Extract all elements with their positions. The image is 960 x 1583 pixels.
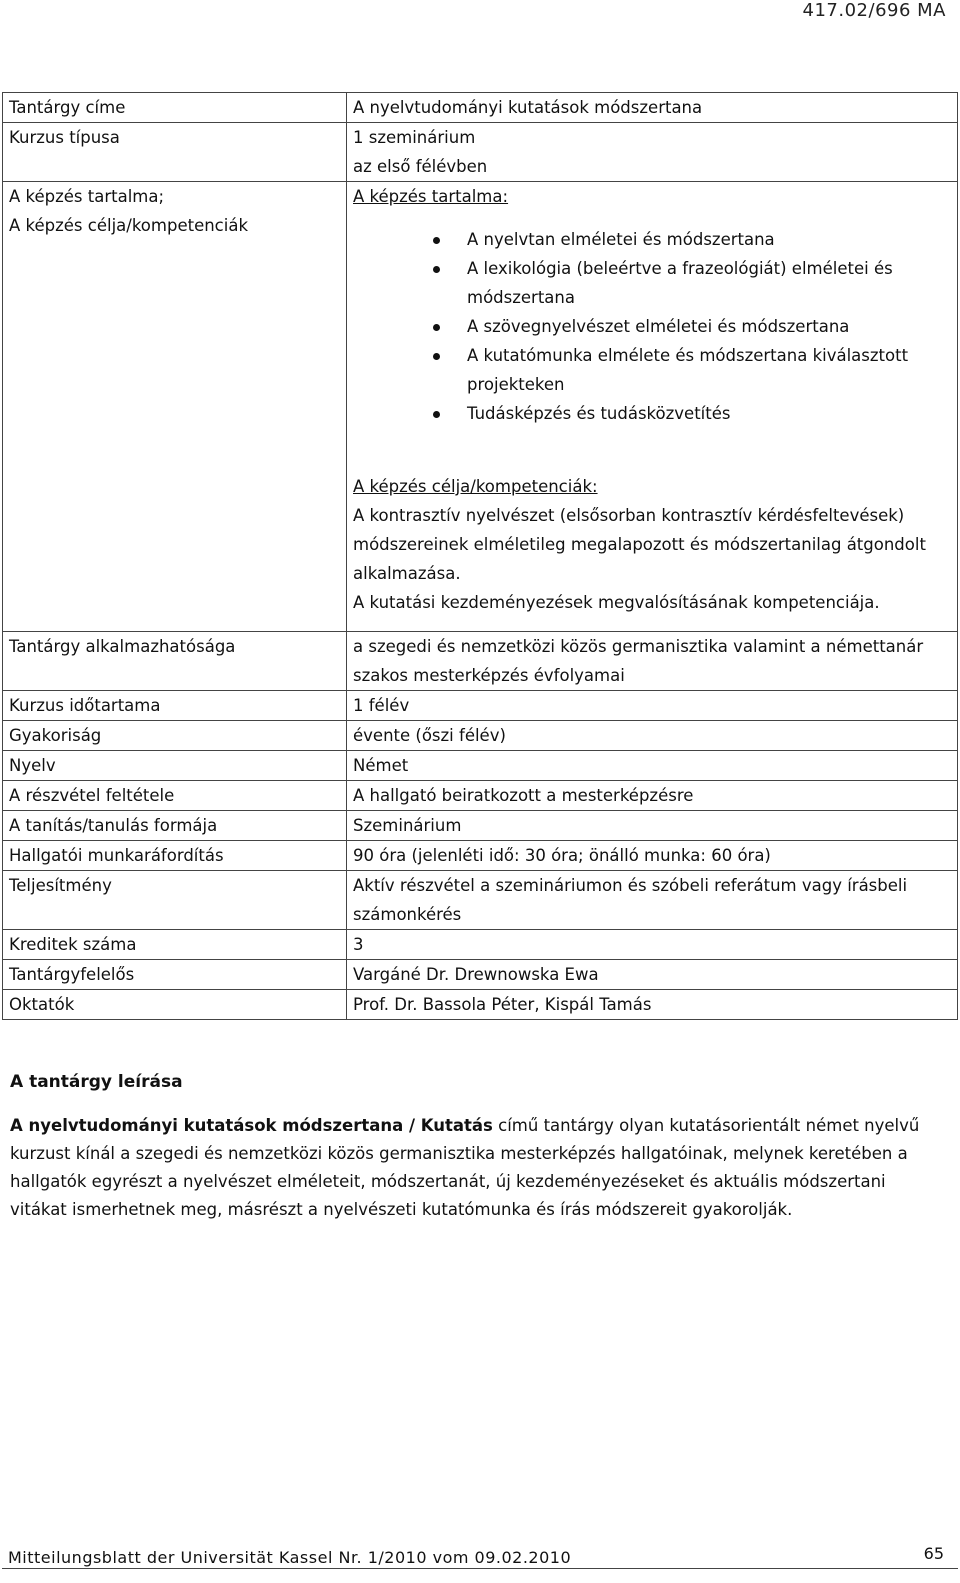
type-value xyxy=(347,123,958,182)
footer-divider xyxy=(2,1568,958,1569)
responsible-value: Vargáné Dr. Drewnowska Ewa xyxy=(347,960,958,990)
workload-label: Hallgatói munkaráfordítás xyxy=(3,841,347,871)
instructors-value: Prof. Dr. Bassola Péter, Kispál Tamás xyxy=(347,990,958,1020)
list-item: A kutatómunka elmélete és módszertana kiválasztott projekteken xyxy=(353,341,951,399)
credits-value: 3 xyxy=(347,930,958,960)
title-label: Tantárgy címe xyxy=(3,93,347,123)
table-row-performance xyxy=(3,871,958,930)
responsible-label: Tantárgyfelelős xyxy=(3,960,347,990)
document-code: 417.02/696 MA xyxy=(802,0,946,21)
list-item: A szövegnyelvészet elméletei és módszertana xyxy=(353,312,951,341)
table-row-frequency xyxy=(3,721,958,751)
content-label-line-2: A képzés célja/kompetenciák xyxy=(9,216,249,235)
type-value-line-1: 1 szeminárium xyxy=(353,128,476,147)
prerequisite-value: A hallgató beiratkozott a mesterképzésre xyxy=(347,781,958,811)
duration-value: 1 félév xyxy=(347,691,958,721)
frequency-label: Gyakoriság xyxy=(3,721,347,751)
goals-heading: A képzés célja/kompetenciák: xyxy=(353,477,598,496)
table-row-type xyxy=(3,123,958,182)
performance-label: Teljesítmény xyxy=(3,871,347,930)
content-heading: A képzés tartalma: xyxy=(353,187,509,206)
page-number: 65 xyxy=(923,1544,944,1563)
table-row-applicability xyxy=(3,632,958,691)
description-title: A tantárgy leírása xyxy=(10,1072,183,1092)
teaching-form-value: Szeminárium xyxy=(347,811,958,841)
duration-label: Kurzus időtartama xyxy=(3,691,347,721)
table-row-language xyxy=(3,751,958,781)
performance-value: Aktív részvétel a szemináriumon és szóbeli referátum vagy írásbeli számonkérés xyxy=(347,871,958,930)
table-row-teaching-form xyxy=(3,811,958,841)
title-value: A nyelvtudományi kutatások módszertana xyxy=(347,93,958,123)
topics-list xyxy=(353,225,951,428)
goals-block xyxy=(353,472,951,617)
description-course-name: A nyelvtudományi kutatások módszertana / Kutatás xyxy=(10,1116,493,1135)
content-value xyxy=(347,182,958,632)
footer-text: Mitteilungsblatt der Universität Kassel Nr. 1/2010 vom 09.02.2010 xyxy=(8,1548,572,1567)
content-label xyxy=(3,182,347,632)
goals-text-competence: A kutatási kezdeményezések megvalósításának kompetenciája. xyxy=(353,593,880,612)
list-item: A nyelvtan elméletei és módszertana xyxy=(353,225,951,254)
table-row-credits xyxy=(3,930,958,960)
credits-label: Kreditek száma xyxy=(3,930,347,960)
table-row-duration xyxy=(3,691,958,721)
applicability-value: a szegedi és nemzetközi közös germanisztika valamint a némettanár szakos mesterképzés évfolyamai xyxy=(347,632,958,691)
language-value: Német xyxy=(347,751,958,781)
type-label: Kurzus típusa xyxy=(3,123,347,182)
type-value-line-2: az első félévben xyxy=(353,157,488,176)
course-table xyxy=(2,92,958,1020)
prerequisite-label: A részvétel feltétele xyxy=(3,781,347,811)
description-text: című tantárgy olyan kutatásorientált német nyelvű kurzust kínál a szegedi és nemzetközi közös germanisztika mesterképzés hallgatóinak, melynek keretében a hallgatók egyrészt a nyelvészet elméleteit, módszertanát, új kezdeményezéseket és aktuális módszertani vitákat ismerhetnek meg, másrészt a nyelvészeti kutatómunka és írás módszereit gyakorolják. xyxy=(10,1116,920,1219)
instructors-label: Oktatók xyxy=(3,990,347,1020)
description-paragraph xyxy=(10,1112,940,1224)
applicability-label: Tantárgy alkalmazhatósága xyxy=(3,632,347,691)
workload-value: 90 óra (jelenléti idő: 30 óra; önálló munka: 60 óra) xyxy=(347,841,958,871)
table-row-instructors xyxy=(3,990,958,1020)
table-row-prerequisite xyxy=(3,781,958,811)
content-label-line-1: A képzés tartalma; xyxy=(9,187,165,206)
table-row-title xyxy=(3,93,958,123)
table-row-workload xyxy=(3,841,958,871)
list-item: A lexikológia (beleértve a frazeológiát) elméletei és módszertana xyxy=(353,254,951,312)
list-item: Tudásképzés és tudásközvetítés xyxy=(353,399,951,428)
teaching-form-label: A tanítás/tanulás formája xyxy=(3,811,347,841)
table-row-content xyxy=(3,182,958,632)
table-row-responsible xyxy=(3,960,958,990)
goals-text: A kontrasztív nyelvészet (elsősorban kontrasztív kérdésfeltevések) módszereinek elméletileg megalapozott és módszertanilag átgondolt alkalmazása. xyxy=(353,506,926,583)
frequency-value: évente (őszi félév) xyxy=(347,721,958,751)
language-label: Nyelv xyxy=(3,751,347,781)
